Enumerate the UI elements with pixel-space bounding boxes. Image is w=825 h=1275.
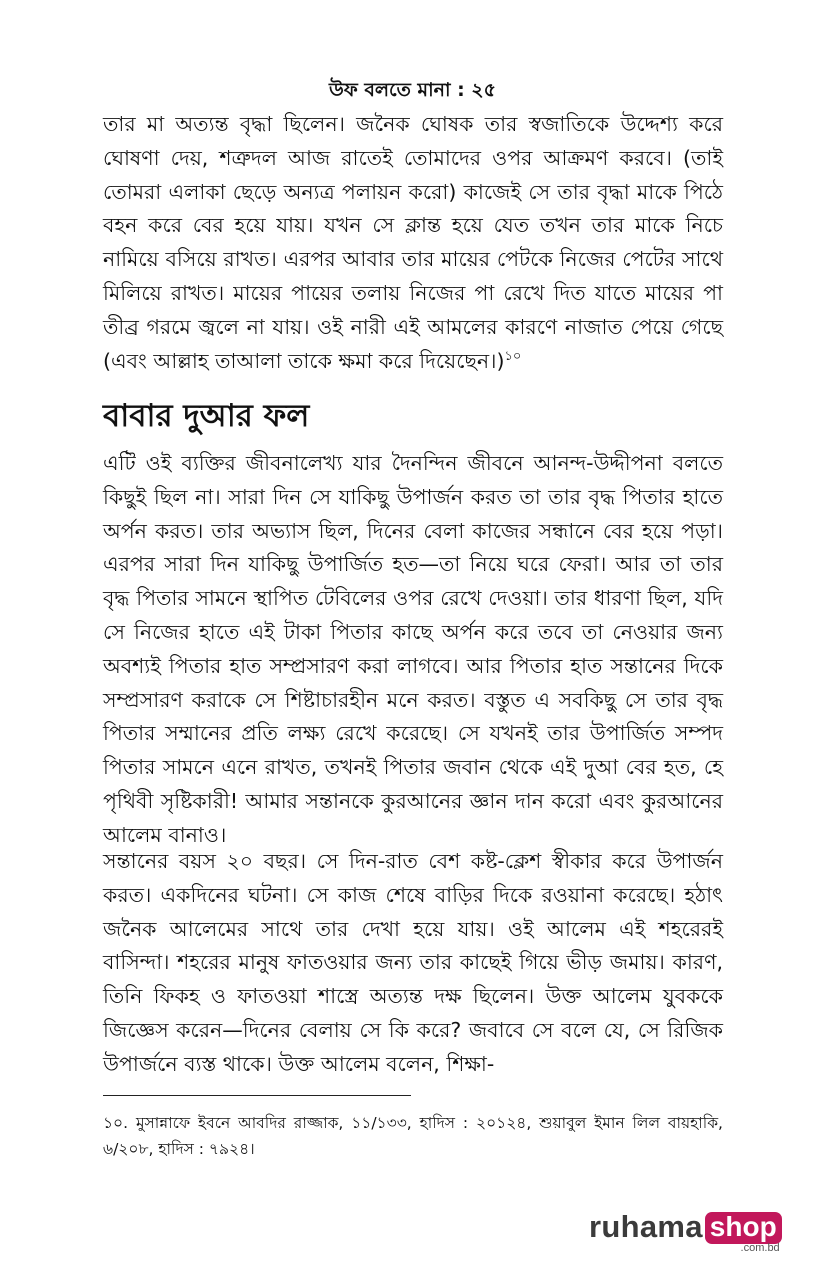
footnote-divider	[103, 1095, 411, 1096]
footnote: ১০. মুসান্নাফে ইবনে আবদির রাজ্জাক, ১১/১৩৩, হাদিস : ২০১২৪, শুয়াবুল ইমান লিল বায়হাকি, ৬/২০৮, হাদিস : ৭৯২৪।	[103, 1114, 723, 1158]
paragraph-1-body: তার মা অত্যন্ত বৃদ্ধা ছিলেন। জনৈক ঘোষক তার স্বজাতিকে উদ্দেশ্য করে ঘোষণা দেয়, শত্রুদল আজ রাতেই তোমাদের ওপর আক্রমণ করবে। (তাই তোমরা এলাকা ছেড়ে অন্যত্র পলায়ন করো) কাজেই সে তার বৃদ্ধা মাকে পিঠে বহন করে বের হয়ে যায়। যখন সে ক্লান্ত হয়ে যেত তখন তার মাকে নিচে নামিয়ে বসিয়ে রাখত। এরপর আবার তার মায়ের পেটকে নিজের পেটের সাথে মিলিয়ে রাখত। মায়ের পায়ের তলায় নিজের পা রেখে দিত যাতে মায়ের পা তীব্র গরমে জ্বলে না যায়। ওই নারী এই আমলের কারণে নাজাত পেয়ে গেছে (এবং আল্লাহ তাআলা তাকে ক্ষমা করে দিয়েছেন।)	[103, 112, 723, 373]
paragraph-1-text	[103, 108, 723, 378]
paragraph-3-text: সন্তানের বয়স ২০ বছর। সে দিন-রাত বেশ কষ্ট-ক্লেশ স্বীকার করে উপার্জন করত। একদিনের ঘটনা। সে কাজ শেষে বাড়ির দিকে রওয়ানা করেছে। হঠাৎ জনৈক আলেমের সাথে তার দেখা হয়ে যায়। ওই আলেম এই শহরেরই বাসিন্দা। শহরের মানুষ ফাতওয়ার জন্য তার কাছেই গিয়ে ভীড় জমায়। কারণ, তিনি ফিকহ ও ফাতওয়া শাস্ত্রে অত্যন্ত দক্ষ ছিলেন। উক্ত আলেম যুবককে জিজ্ঞেস করেন—দিনের বেলায় সে কি করে? জবাবে সে বলে যে, সে রিজিক উপার্জনে ব্যস্ত থাকে। উক্ত আলেম বলেন, শিক্ষা-	[103, 849, 723, 1076]
logo-badge: shop	[705, 1212, 782, 1244]
publisher-logo[interactable]	[589, 1209, 782, 1254]
running-head: উফ বলতে মানা : ২৫	[329, 79, 496, 101]
paragraph-1	[103, 108, 723, 378]
paragraph-2-text: এটি ওই ব্যক্তির জীবনালেখ্য যার দৈনন্দিন জীবনে আনন্দ-উদ্দীপনা বলতে কিছুই ছিল না। সারা দিন সে যাকিছু উপার্জন করত তা তার বৃদ্ধ পিতার হাতে অর্পন করত। তার অভ্যাস ছিল, দিনের বেলা কাজের সন্ধানে বের হয়ে পড়া। এরপর সারা দিন যাকিছু উপার্জিত হত—তা নিয়ে ঘরে ফেরা। আর তা তার বৃদ্ধ পিতার সামনে স্থাপিত টেবিলের ওপর রেখে দেওয়া। তার ধারণা ছিল, যদি সে নিজের হাতে এই টাকা পিতার কাছে অর্পন করে তবে তা নেওয়ার জন্য অবশ্যই পিতার হাত সম্প্রসারণ করা লাগবে। আর পিতার হাত সন্তানের দিকে সম্প্রসারণ করাকে সে শিষ্টাচারহীন মনে করত। বস্তুত এ সবকিছু সে তার বৃদ্ধ পিতার সম্মানের প্রতি লক্ষ্য রেখে করেছে। সে যখনই তার উপার্জিত সম্পদ পিতার সামনে এনে রাখত, তখনই পিতার জবান থেকে এই দুআ বের হত, হে পৃথিবী সৃষ্টিকারী! আমার সন্তানকে কুরআনের জ্ঞান দান করো এবং কুরআনের আলেম বানাও।	[103, 451, 723, 847]
section-heading: বাবার দুআর ফল	[103, 398, 310, 434]
logo-domain: .com.bd	[740, 1242, 780, 1254]
logo-badge-wrap	[705, 1211, 782, 1254]
footnote-reference[interactable]: ১০	[504, 348, 522, 364]
paragraph-2	[103, 447, 723, 853]
paragraph-3	[103, 845, 723, 1082]
logo-wordmark: ruhama	[589, 1209, 703, 1244]
